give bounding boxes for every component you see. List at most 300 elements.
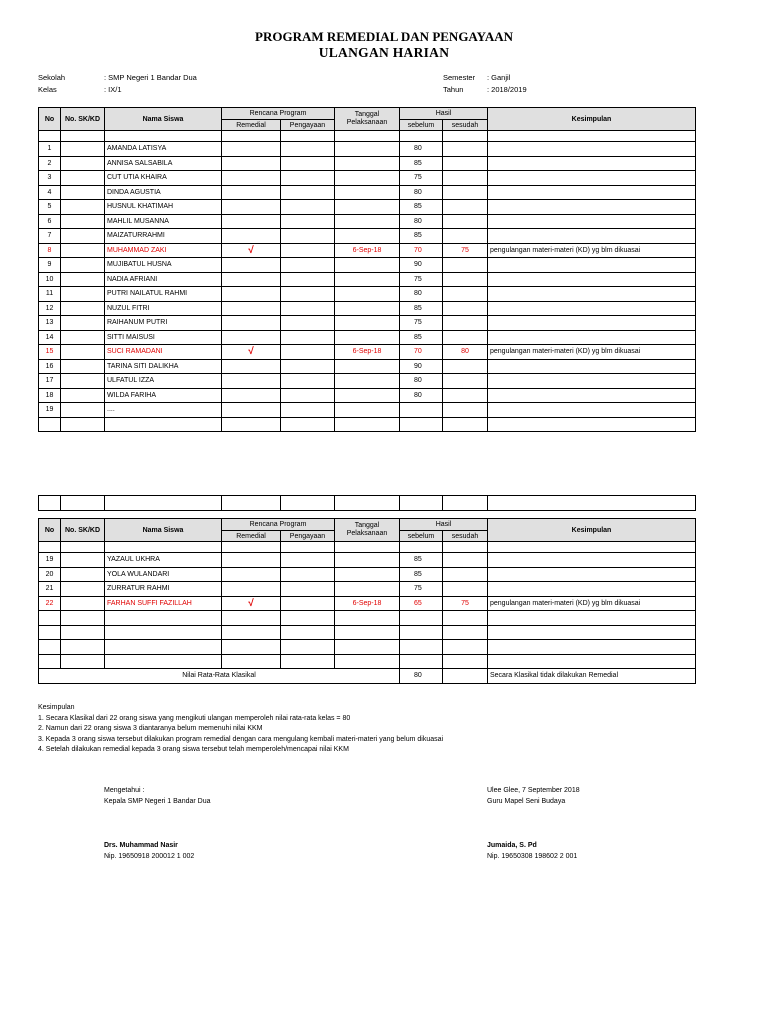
cell-tanggal bbox=[335, 374, 400, 389]
cell-pengayaan bbox=[281, 330, 335, 345]
cell-sk-kd bbox=[61, 374, 105, 389]
table-row bbox=[39, 388, 696, 403]
cell-sebelum: 85 bbox=[400, 330, 443, 345]
cell-nama-siswa: MUHAMMAD ZAKI bbox=[105, 243, 222, 258]
cell-sebelum: 85 bbox=[400, 567, 443, 582]
tahun-value: : 2018/2019 bbox=[487, 85, 527, 94]
cell-sebelum: 65 bbox=[400, 596, 443, 611]
signature-right-name-block bbox=[487, 840, 577, 862]
table-row bbox=[39, 171, 696, 186]
left-nip: Nip. 19650918 200012 1 002 bbox=[104, 853, 195, 860]
cell-tanggal bbox=[335, 403, 400, 418]
table-row bbox=[39, 625, 696, 640]
cell-remedial bbox=[222, 359, 281, 374]
cell-nama-siswa: SUCI RAMADANI bbox=[105, 345, 222, 360]
cell-pengayaan bbox=[281, 625, 335, 640]
cell-pengayaan bbox=[281, 156, 335, 171]
cell-sebelum: 80 bbox=[400, 388, 443, 403]
table-row bbox=[39, 301, 696, 316]
cell-nama-siswa: MAIZATURRAHMI bbox=[105, 229, 222, 244]
cell-sesudah bbox=[443, 258, 488, 273]
right-nip: Nip. 19650308 198602 2 001 bbox=[487, 853, 578, 860]
cell-kesimpulan bbox=[488, 185, 696, 200]
cell-kesimpulan bbox=[488, 214, 696, 229]
header-rencana-program: Rencana Program bbox=[222, 108, 335, 120]
cell-no: 11 bbox=[39, 287, 61, 302]
cell-sk-kd bbox=[61, 171, 105, 186]
cell-remedial bbox=[222, 229, 281, 244]
cell-tanggal bbox=[335, 301, 400, 316]
cell-remedial bbox=[222, 582, 281, 597]
cell-sebelum bbox=[400, 625, 443, 640]
cell-sesudah bbox=[443, 200, 488, 215]
header-sk-kd: No. SK/KD bbox=[61, 108, 105, 131]
cell-no bbox=[39, 611, 61, 626]
cell-kesimpulan bbox=[488, 287, 696, 302]
cell-nama-siswa: CUT UTIA KHAIRA bbox=[105, 171, 222, 186]
cell-remedial bbox=[222, 171, 281, 186]
left-name: Drs. Muhammad Nasir bbox=[104, 842, 178, 849]
cell-tanggal bbox=[335, 330, 400, 345]
remedial-table-2 bbox=[38, 518, 696, 684]
cell-sesudah bbox=[443, 272, 488, 287]
table-row bbox=[39, 596, 696, 611]
cell-nama-siswa: MUJIBATUL HUSNA bbox=[105, 258, 222, 273]
cell-sk-kd bbox=[61, 214, 105, 229]
cell-nama-siswa: ULFATUL IZZA bbox=[105, 374, 222, 389]
header-nama-siswa: Nama Siswa bbox=[105, 519, 222, 542]
cell-pengayaan bbox=[281, 171, 335, 186]
cell-sk-kd bbox=[61, 553, 105, 568]
table-row bbox=[39, 640, 696, 655]
cell-no bbox=[39, 417, 61, 432]
cell-nama-siswa: TARINA SITI DALIKHA bbox=[105, 359, 222, 374]
header-rencana-program: Rencana Program bbox=[222, 519, 335, 531]
header-sesudah: sesudah bbox=[443, 531, 488, 542]
cell-kesimpulan: pengulangan materi-materi (KD) yg blm dikuasai bbox=[488, 596, 696, 611]
cell-no: 16 bbox=[39, 359, 61, 374]
cell-sebelum: 80 bbox=[400, 185, 443, 200]
cell-remedial: √ bbox=[222, 345, 281, 360]
cell-kesimpulan bbox=[488, 553, 696, 568]
cell-no: 22 bbox=[39, 596, 61, 611]
cell-remedial bbox=[222, 258, 281, 273]
cell-sk-kd bbox=[61, 142, 105, 157]
cell-tanggal bbox=[335, 185, 400, 200]
cell-no: 8 bbox=[39, 243, 61, 258]
cell-sesudah bbox=[443, 374, 488, 389]
cell-kesimpulan bbox=[488, 374, 696, 389]
right-name: Jumaida, S. Pd bbox=[487, 842, 537, 849]
notes-item-2: 2. Namun dari 22 orang siswa 3 diantaranya belum memenuhi nilai KKM bbox=[38, 725, 263, 732]
cell-sk-kd bbox=[61, 345, 105, 360]
cell-sebelum: 85 bbox=[400, 200, 443, 215]
cell-remedial bbox=[222, 388, 281, 403]
cell-pengayaan bbox=[281, 316, 335, 331]
table-row bbox=[39, 359, 696, 374]
cell-sebelum: 75 bbox=[400, 316, 443, 331]
cell-remedial bbox=[222, 301, 281, 316]
cell-sesudah bbox=[443, 214, 488, 229]
cell-nama-siswa bbox=[105, 417, 222, 432]
header-remedial: Remedial bbox=[222, 531, 281, 542]
cell-sesudah bbox=[443, 611, 488, 626]
cell-no: 15 bbox=[39, 345, 61, 360]
cell-tanggal bbox=[335, 640, 400, 655]
cell-sesudah bbox=[443, 582, 488, 597]
cell-no bbox=[39, 625, 61, 640]
cell-sebelum: 80 bbox=[400, 214, 443, 229]
spacer-row bbox=[39, 542, 696, 553]
cell-sk-kd bbox=[61, 316, 105, 331]
cell-sk-kd bbox=[61, 330, 105, 345]
cell-tanggal bbox=[335, 388, 400, 403]
table-row bbox=[39, 417, 696, 432]
cell-sesudah: 75 bbox=[443, 243, 488, 258]
cell-sk-kd bbox=[61, 596, 105, 611]
cell-tanggal: 6-Sep-18 bbox=[335, 345, 400, 360]
table-row bbox=[39, 582, 696, 597]
cell-pengayaan bbox=[281, 185, 335, 200]
cell-sebelum: 80 bbox=[400, 287, 443, 302]
cell-kesimpulan bbox=[488, 567, 696, 582]
cell-no: 19 bbox=[39, 553, 61, 568]
table-row bbox=[39, 654, 696, 669]
right-place-date: Ulee Glee, 7 September 2018 bbox=[487, 787, 580, 794]
cell-no: 9 bbox=[39, 258, 61, 273]
cell-sesudah bbox=[443, 403, 488, 418]
cell-remedial bbox=[222, 214, 281, 229]
cell-no: 12 bbox=[39, 301, 61, 316]
header-no: No bbox=[39, 519, 61, 542]
cell-remedial bbox=[222, 330, 281, 345]
cell-sk-kd bbox=[61, 640, 105, 655]
cell-tanggal bbox=[335, 359, 400, 374]
cell-sk-kd bbox=[61, 287, 105, 302]
notes-item-1: 1. Secara Klasikal dari 22 orang siswa yang mengikuti ulangan memperoleh nilai rata-rata kelas = 80 bbox=[38, 714, 351, 722]
cell-pengayaan bbox=[281, 553, 335, 568]
cell-no: 6 bbox=[39, 214, 61, 229]
cell-sesudah bbox=[443, 625, 488, 640]
cell-remedial bbox=[222, 654, 281, 669]
cell-tanggal bbox=[335, 417, 400, 432]
cell-kesimpulan bbox=[488, 403, 696, 418]
cell-sesudah bbox=[443, 567, 488, 582]
cell-kesimpulan bbox=[488, 611, 696, 626]
cell-remedial bbox=[222, 567, 281, 582]
table-row bbox=[39, 316, 696, 331]
header-sebelum: sebelum bbox=[400, 531, 443, 542]
cell-nama-siswa: HUSNUL KHATIMAH bbox=[105, 200, 222, 215]
left-mengetahui: Mengetahui : bbox=[104, 787, 145, 794]
cell-tanggal bbox=[335, 611, 400, 626]
cell-no: 21 bbox=[39, 582, 61, 597]
table-row bbox=[39, 374, 696, 389]
cell-tanggal bbox=[335, 142, 400, 157]
cell-tanggal bbox=[335, 567, 400, 582]
cell-nama-siswa bbox=[105, 654, 222, 669]
notes-heading: Kesimpulan bbox=[38, 704, 75, 711]
cell-sesudah: 80 bbox=[443, 345, 488, 360]
cell-kesimpulan bbox=[488, 272, 696, 287]
cell-sebelum bbox=[400, 611, 443, 626]
notes-block bbox=[38, 703, 443, 756]
cell-no: 13 bbox=[39, 316, 61, 331]
cell-no: 2 bbox=[39, 156, 61, 171]
cell-remedial bbox=[222, 611, 281, 626]
cell-sk-kd bbox=[61, 301, 105, 316]
table-row bbox=[39, 243, 696, 258]
cell-nama-siswa: NUZUL FITRI bbox=[105, 301, 222, 316]
document-title: PROGRAM REMEDIAL DAN PENGAYAAN bbox=[255, 29, 513, 44]
cell-kesimpulan bbox=[488, 654, 696, 669]
cell-sk-kd bbox=[61, 200, 105, 215]
cell-kesimpulan bbox=[488, 625, 696, 640]
average-row bbox=[39, 669, 696, 684]
cell-sebelum: 85 bbox=[400, 301, 443, 316]
cell-sk-kd bbox=[61, 359, 105, 374]
cell-nama-siswa bbox=[105, 640, 222, 655]
cell-remedial bbox=[222, 287, 281, 302]
average-value: 80 bbox=[400, 669, 443, 684]
header-sk-kd: No. SK/KD bbox=[61, 519, 105, 542]
header-pengayaan: Pengayaan bbox=[281, 120, 335, 131]
cell-pengayaan bbox=[281, 388, 335, 403]
cell-nama-siswa: .... bbox=[105, 403, 222, 418]
cell-remedial bbox=[222, 316, 281, 331]
cell-kesimpulan bbox=[488, 640, 696, 655]
table-row bbox=[39, 553, 696, 568]
average-kesimpulan: Secara Klasikal tidak dilakukan Remedial bbox=[488, 669, 696, 684]
cell-tanggal bbox=[335, 316, 400, 331]
cell-tanggal bbox=[335, 214, 400, 229]
cell-nama-siswa: ANNISA SALSABILA bbox=[105, 156, 222, 171]
right-position: Guru Mapel Seni Budaya bbox=[487, 798, 566, 805]
cell-sk-kd bbox=[61, 654, 105, 669]
cell-pengayaan bbox=[281, 417, 335, 432]
separator-row-table bbox=[38, 495, 696, 511]
table-row bbox=[39, 345, 696, 360]
header-kesimpulan: Kesimpulan bbox=[488, 519, 696, 542]
cell-no: 20 bbox=[39, 567, 61, 582]
cell-tanggal bbox=[335, 272, 400, 287]
cell-sebelum bbox=[400, 403, 443, 418]
cell-tanggal bbox=[335, 654, 400, 669]
cell-kesimpulan bbox=[488, 316, 696, 331]
header-tanggal: Tanggal Pelaksanaan bbox=[335, 108, 400, 131]
cell-sebelum: 90 bbox=[400, 258, 443, 273]
header-no: No bbox=[39, 108, 61, 131]
cell-sk-kd bbox=[61, 229, 105, 244]
cell-sesudah bbox=[443, 316, 488, 331]
cell-nama-siswa: YAZAUL UKHRA bbox=[105, 553, 222, 568]
cell-nama-siswa: AMANDA LATISYA bbox=[105, 142, 222, 157]
table-row bbox=[39, 287, 696, 302]
cell-tanggal bbox=[335, 229, 400, 244]
notes-item-4: 4. Setelah dilakukan remedial kepada 3 orang siswa tersebut telah memperoleh/mencapai nilai KKM bbox=[38, 746, 349, 753]
cell-sk-kd bbox=[61, 272, 105, 287]
semester-label: Semester bbox=[443, 73, 476, 82]
cell-tanggal bbox=[335, 156, 400, 171]
cell-pengayaan bbox=[281, 243, 335, 258]
cell-sebelum: 70 bbox=[400, 345, 443, 360]
cell-pengayaan bbox=[281, 200, 335, 215]
header-sesudah: sesudah bbox=[443, 120, 488, 131]
table-row bbox=[39, 330, 696, 345]
table-row bbox=[39, 142, 696, 157]
cell-sebelum: 75 bbox=[400, 272, 443, 287]
table-row bbox=[39, 156, 696, 171]
cell-pengayaan bbox=[281, 287, 335, 302]
header-pengayaan: Pengayaan bbox=[281, 531, 335, 542]
cell-no: 5 bbox=[39, 200, 61, 215]
cell-nama-siswa: MAHLIL MUSANNA bbox=[105, 214, 222, 229]
cell-no: 1 bbox=[39, 142, 61, 157]
cell-pengayaan bbox=[281, 403, 335, 418]
cell-sebelum: 85 bbox=[400, 553, 443, 568]
table-row bbox=[39, 258, 696, 273]
header-tanggal: Tanggal Pelaksanaan bbox=[335, 519, 400, 542]
cell-kesimpulan bbox=[488, 229, 696, 244]
cell-sebelum bbox=[400, 417, 443, 432]
cell-kesimpulan bbox=[488, 142, 696, 157]
header-hasil: Hasil bbox=[400, 108, 488, 120]
cell-sesudah bbox=[443, 388, 488, 403]
cell-sesudah bbox=[443, 301, 488, 316]
signature-left-name-block bbox=[104, 840, 194, 862]
cell-pengayaan bbox=[281, 301, 335, 316]
cell-remedial bbox=[222, 374, 281, 389]
cell-sesudah bbox=[443, 287, 488, 302]
cell-sesudah bbox=[443, 640, 488, 655]
cell-no: 10 bbox=[39, 272, 61, 287]
cell-no: 19 bbox=[39, 403, 61, 418]
cell-sebelum: 80 bbox=[400, 374, 443, 389]
average-label: Nilai Rata-Rata Klasikal bbox=[39, 669, 400, 684]
cell-tanggal bbox=[335, 200, 400, 215]
cell-sesudah bbox=[443, 359, 488, 374]
cell-sk-kd bbox=[61, 582, 105, 597]
cell-no: 3 bbox=[39, 171, 61, 186]
cell-sebelum: 90 bbox=[400, 359, 443, 374]
cell-pengayaan bbox=[281, 596, 335, 611]
cell-sk-kd bbox=[61, 243, 105, 258]
cell-remedial bbox=[222, 640, 281, 655]
table-row bbox=[39, 229, 696, 244]
cell-sesudah bbox=[443, 553, 488, 568]
cell-sk-kd bbox=[61, 403, 105, 418]
cell-kesimpulan bbox=[488, 417, 696, 432]
cell-kesimpulan bbox=[488, 582, 696, 597]
cell-pengayaan bbox=[281, 359, 335, 374]
cell-nama-siswa: ZURRATUR RAHMI bbox=[105, 582, 222, 597]
cell-no bbox=[39, 640, 61, 655]
cell-tanggal: 6-Sep-18 bbox=[335, 596, 400, 611]
cell-sesudah bbox=[443, 156, 488, 171]
cell-nama-siswa: RAIHANUM PUTRI bbox=[105, 316, 222, 331]
cell-sesudah: 75 bbox=[443, 596, 488, 611]
tahun-label: Tahun bbox=[443, 85, 464, 94]
cell-kesimpulan bbox=[488, 258, 696, 273]
left-position: Kepala SMP Negeri 1 Bandar Dua bbox=[104, 798, 211, 805]
cell-kesimpulan bbox=[488, 301, 696, 316]
cell-tanggal: 6-Sep-18 bbox=[335, 243, 400, 258]
cell-sk-kd bbox=[61, 611, 105, 626]
cell-nama-siswa: SITTI MAISUSI bbox=[105, 330, 222, 345]
table-row bbox=[39, 403, 696, 418]
header-remedial: Remedial bbox=[222, 120, 281, 131]
cell-kesimpulan bbox=[488, 330, 696, 345]
cell-pengayaan bbox=[281, 229, 335, 244]
cell-sesudah bbox=[443, 185, 488, 200]
table-row bbox=[39, 185, 696, 200]
table-row bbox=[39, 272, 696, 287]
cell-nama-siswa bbox=[105, 611, 222, 626]
cell-remedial bbox=[222, 200, 281, 215]
cell-tanggal bbox=[335, 258, 400, 273]
cell-pengayaan bbox=[281, 374, 335, 389]
cell-pengayaan bbox=[281, 142, 335, 157]
cell-sebelum bbox=[400, 654, 443, 669]
cell-sk-kd bbox=[61, 417, 105, 432]
table-row bbox=[39, 214, 696, 229]
cell-kesimpulan bbox=[488, 359, 696, 374]
cell-sk-kd bbox=[61, 185, 105, 200]
cell-pengayaan bbox=[281, 582, 335, 597]
document-subtitle: ULANGAN HARIAN bbox=[318, 45, 450, 60]
remedial-table-1 bbox=[38, 107, 696, 432]
cell-pengayaan bbox=[281, 345, 335, 360]
cell-tanggal bbox=[335, 582, 400, 597]
cell-pengayaan bbox=[281, 567, 335, 582]
header-kesimpulan: Kesimpulan bbox=[488, 108, 696, 131]
cell-pengayaan bbox=[281, 214, 335, 229]
cell-nama-siswa: FARHAN SUFFI FAZILLAH bbox=[105, 596, 222, 611]
table-row bbox=[39, 567, 696, 582]
cell-sesudah bbox=[443, 171, 488, 186]
cell-pengayaan bbox=[281, 611, 335, 626]
header-sebelum: sebelum bbox=[400, 120, 443, 131]
cell-remedial bbox=[222, 417, 281, 432]
cell-sebelum: 75 bbox=[400, 171, 443, 186]
header-hasil: Hasil bbox=[400, 519, 488, 531]
cell-kesimpulan bbox=[488, 200, 696, 215]
cell-nama-siswa: NADIA AFRIANI bbox=[105, 272, 222, 287]
cell-tanggal bbox=[335, 625, 400, 640]
cell-sesudah bbox=[443, 654, 488, 669]
cell-pengayaan bbox=[281, 258, 335, 273]
cell-nama-siswa: WILDA FARIHA bbox=[105, 388, 222, 403]
cell-no: 7 bbox=[39, 229, 61, 244]
table-row bbox=[39, 200, 696, 215]
cell-pengayaan bbox=[281, 272, 335, 287]
cell-sesudah bbox=[443, 330, 488, 345]
cell-sebelum: 70 bbox=[400, 243, 443, 258]
notes-item-3: 3. Kepada 3 orang siswa tersebut dilakukan program remedial dengan cara mengulang kembali materi-materi yang belum dikuasai bbox=[38, 735, 444, 743]
cell-nama-siswa: PUTRI NAILATUL RAHMI bbox=[105, 287, 222, 302]
cell-nama-siswa bbox=[105, 625, 222, 640]
cell-nama-siswa: YOLA WULANDARI bbox=[105, 567, 222, 582]
cell-remedial bbox=[222, 403, 281, 418]
cell-tanggal bbox=[335, 171, 400, 186]
cell-remedial: √ bbox=[222, 596, 281, 611]
cell-remedial bbox=[222, 142, 281, 157]
cell-remedial bbox=[222, 272, 281, 287]
cell-kesimpulan bbox=[488, 156, 696, 171]
cell-sk-kd bbox=[61, 625, 105, 640]
cell-sesudah bbox=[443, 229, 488, 244]
cell-sebelum bbox=[400, 640, 443, 655]
